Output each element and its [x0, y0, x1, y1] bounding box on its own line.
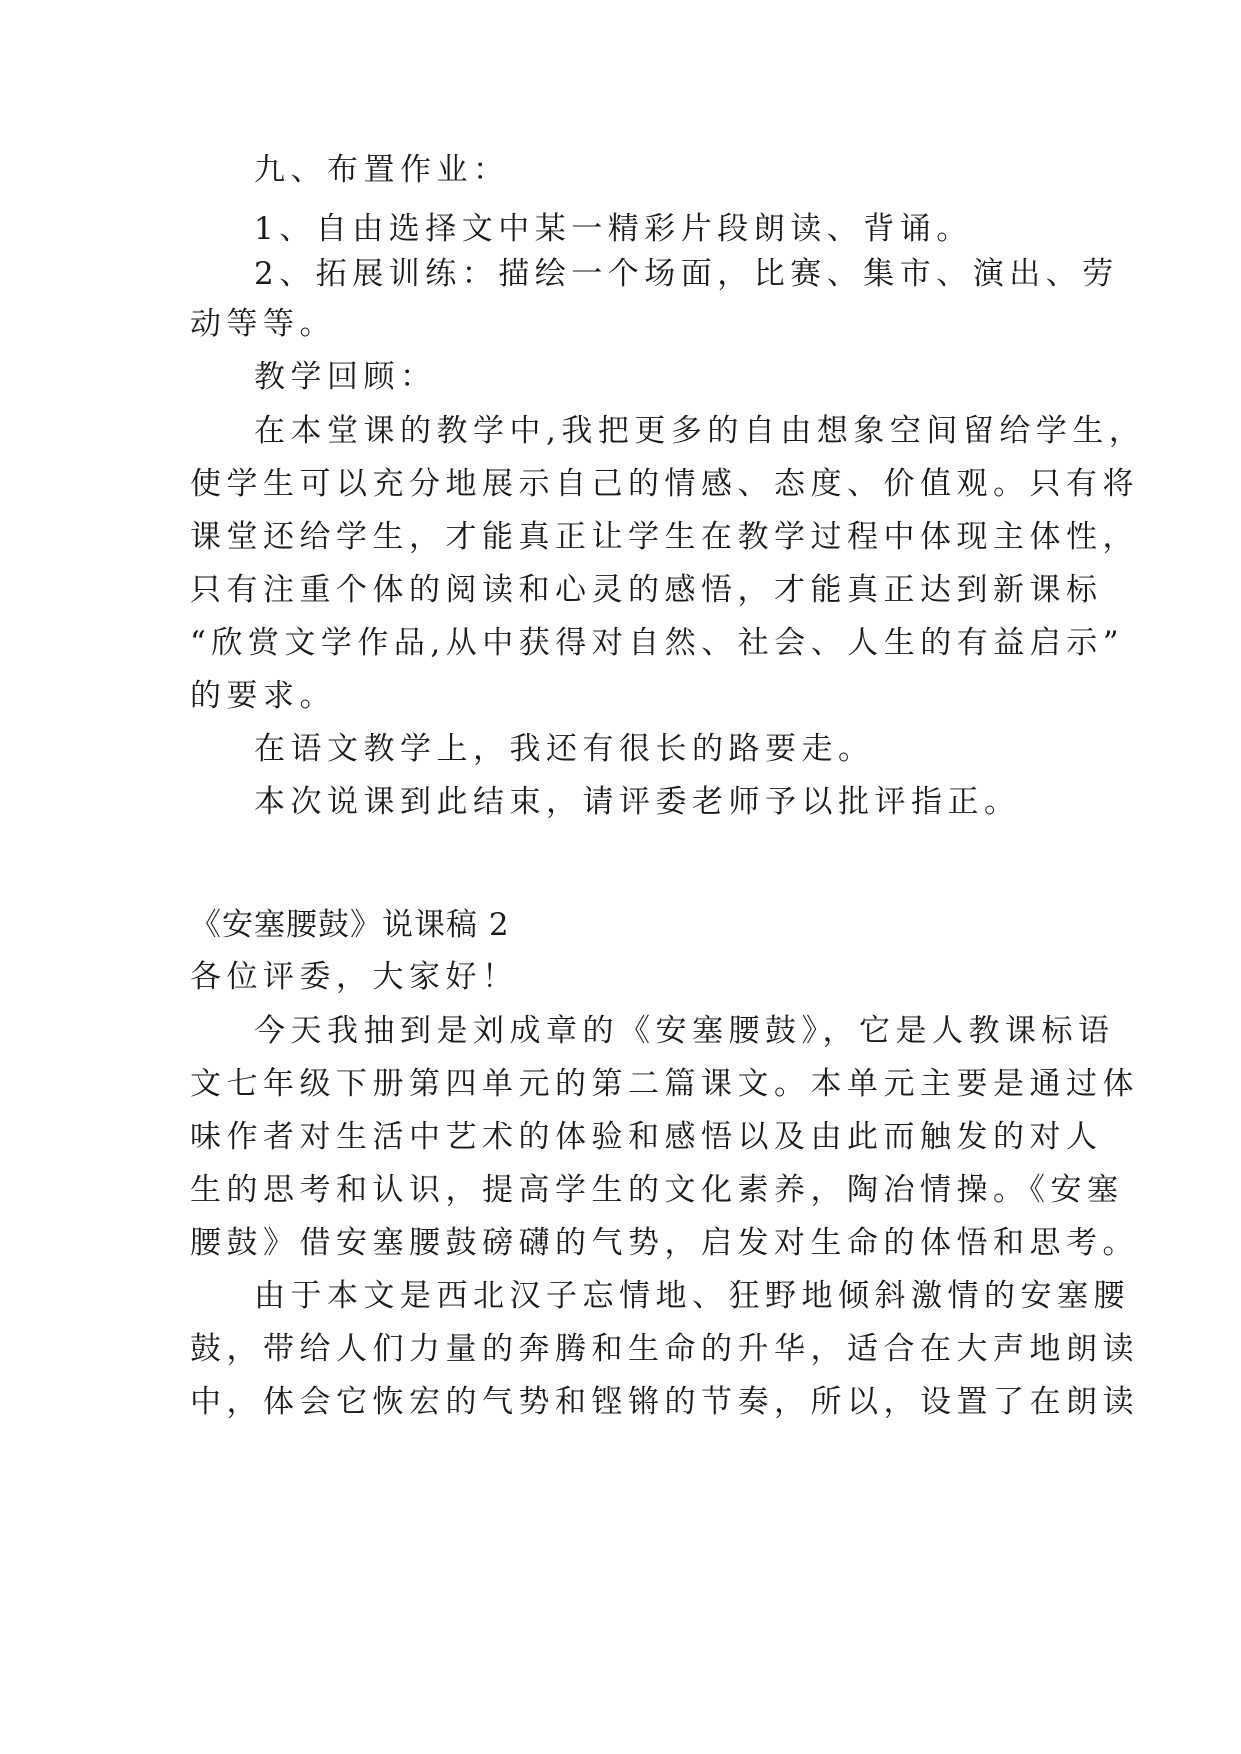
paragraph-line: 生的思考和认识，提高学生的文化素养，陶冶情操。《安塞	[190, 1172, 1124, 1208]
paragraph-line: 中，体会它恢宏的气势和铿锵的节奏，所以，设置了在朗读	[190, 1384, 1139, 1420]
review-heading: 教学回顾：	[254, 359, 437, 395]
review-paragraph-line: “欣赏文学作品,从中获得对自然、社会、人生的有益启示”	[190, 625, 1125, 661]
review-paragraph-line: 使学生可以充分地展示自己的情感、态度、价值观。只有将	[190, 466, 1139, 502]
homework-item-1: 1、自由选择文中某一精彩片段朗读、背诵。	[254, 211, 973, 247]
section-title: 《安塞腰鼓》说课稿 2	[190, 907, 510, 943]
homework-item-2-line-2: 动等等。	[190, 306, 336, 342]
paragraph-line: 今天我抽到是刘成章的《安塞腰鼓》，它是人教课标语	[254, 1013, 1115, 1049]
review-paragraph-line: 只有注重个体的阅读和心灵的感悟，才能真正达到新课标	[190, 572, 1103, 608]
review-paragraph-line: 的要求。	[190, 678, 336, 714]
closing-line-1: 在语文教学上，我还有很长的路要走。	[254, 731, 875, 767]
homework-item-2-line-1: 2、拓展训练：描绘一个场面，比赛、集市、演出、劳	[254, 256, 1119, 292]
paragraph-line: 味作者对生活中艺术的体验和感悟以及由此而触发的对人	[190, 1119, 1103, 1155]
homework-heading: 九、布置作业：	[254, 152, 510, 188]
paragraph-line: 鼓，带给人们力量的奔腾和生命的升华，适合在大声地朗读	[190, 1331, 1139, 1367]
paragraph-line: 文七年级下册第四单元的第二篇课文。本单元主要是通过体	[190, 1066, 1139, 1102]
review-paragraph-line: 在本堂课的教学中,我把更多的自由想象空间留给学生，	[254, 413, 1146, 449]
paragraph-line: 腰鼓》借安塞腰鼓磅礴的气势，启发对生命的体悟和思考。	[190, 1225, 1139, 1261]
paragraph-line: 由于本文是西北汉子忘情地、狂野地倾斜激情的安塞腰	[254, 1278, 1130, 1314]
closing-line-2: 本次说课到此结束，请评委老师予以批评指正。	[254, 784, 1021, 820]
greeting: 各位评委，大家好！	[190, 959, 519, 995]
review-paragraph-line: 课堂还给学生，才能真正让学生在教学过程中体现主体性，	[190, 519, 1139, 555]
